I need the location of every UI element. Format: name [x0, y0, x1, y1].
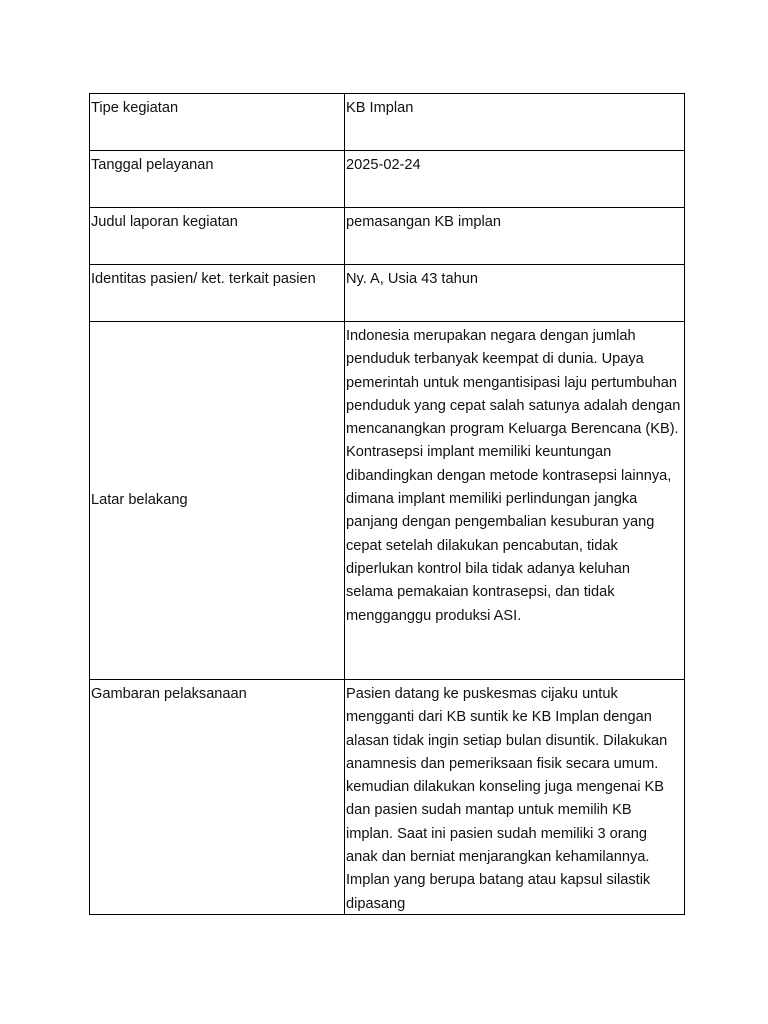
- table-row: [90, 265, 685, 322]
- row-label: Tipe kegiatan: [91, 100, 179, 116]
- table-row: [90, 151, 685, 208]
- row-value: Indonesia merupakan negara dengan jumlah penduduk terbanyak keempat di dunia. Upaya pemerintah untuk mengantisipasi laju pertumbuhan penduduk yang cepat salah satunya adalah dengan mencanangkan program Keluarga Berencana (KB). Kontrasepsi implant memiliki keuntungan dibandingkan dengan metode kontrasepsi lainnya, dimana implant memiliki perlindungan jangka panjang dengan pengembalian kesuburan yang cepat setelah dilakukan pencabutan, tidak diperlukan kontrol bila tidak adanya keluhan selama pemakaian kontrasepsi, dan tidak mengganggu produksi ASI.: [346, 328, 681, 624]
- row-value: Ny. A, Usia 43 tahun: [346, 271, 478, 287]
- row-label: Identitas pasien/ ket. terkait pasien: [91, 271, 316, 287]
- row-label-cell: [90, 265, 345, 322]
- row-label-cell: [90, 151, 345, 208]
- row-label: Tanggal pelayanan: [91, 157, 214, 173]
- row-value-cell: [345, 680, 685, 915]
- row-label: Judul laporan kegiatan: [91, 214, 238, 230]
- table-row: [90, 94, 685, 151]
- table-row: [90, 680, 685, 915]
- table-row: [90, 322, 685, 680]
- row-label-cell: [90, 322, 345, 680]
- activity-report-table: [89, 93, 685, 915]
- row-label-cell: [90, 94, 345, 151]
- row-value-cell: [345, 322, 685, 680]
- row-value-cell: [345, 208, 685, 265]
- row-value-cell: [345, 265, 685, 322]
- row-label-cell: [90, 680, 345, 915]
- row-label: Gambaran pelaksanaan: [91, 686, 247, 702]
- row-value: Pasien datang ke puskesmas cijaku untuk mengganti dari KB suntik ke KB Implan dengan alasan tidak ingin setiap bulan disuntik. Dilakukan anamnesis dan pemeriksaan fisik secara umum. kemudian dilakukan konseling juga mengenai KB dan pasien sudah mantap untuk memilih KB implan. Saat ini pasien sudah memiliki 3 orang anak dan berniat menjarangkan kehamilannya. Implan yang berupa batang atau kapsul silastik dipasang: [346, 686, 668, 912]
- row-value-cell: [345, 94, 685, 151]
- row-value: pemasangan KB implan: [346, 214, 501, 230]
- row-value-cell: [345, 151, 685, 208]
- row-value: 2025-02-24: [346, 157, 421, 173]
- row-label-cell: [90, 208, 345, 265]
- table-row: [90, 208, 685, 265]
- row-value: KB Implan: [346, 100, 414, 116]
- row-label: Latar belakang: [91, 491, 188, 508]
